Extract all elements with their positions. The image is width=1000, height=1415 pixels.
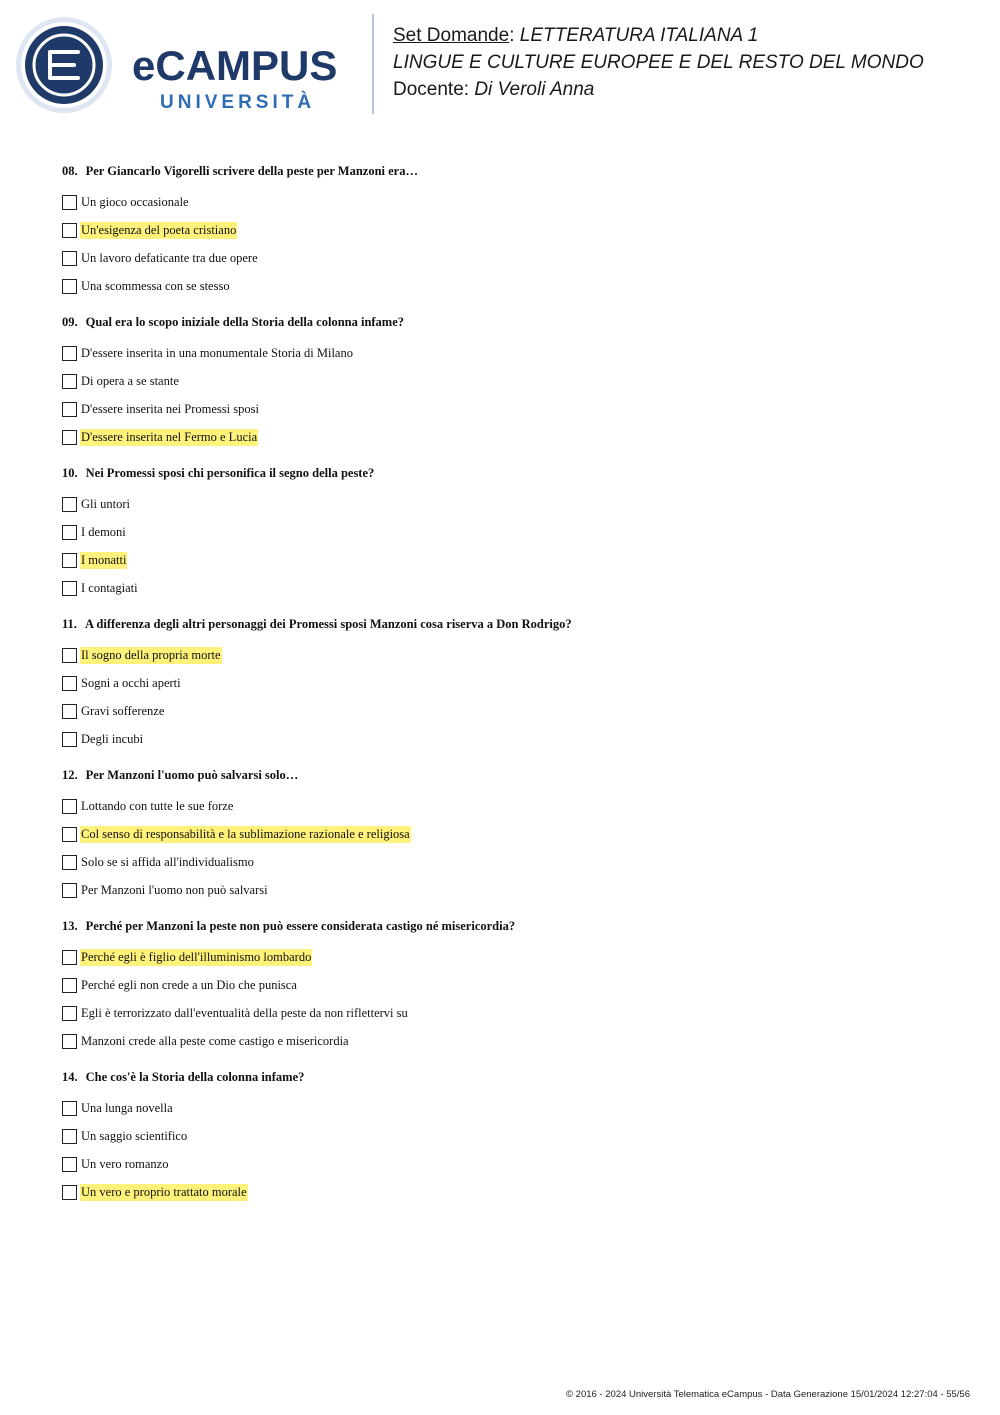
question-block	[62, 766, 962, 904]
set-separator: :	[509, 25, 520, 46]
answer-option-highlighted	[62, 1178, 962, 1206]
program-title: LINGUE E CULTURE EUROPEE E DEL RESTO DEL MONDO	[393, 52, 924, 73]
checkbox-icon[interactable]	[62, 402, 77, 417]
answer-option	[62, 1027, 962, 1055]
answer-option	[62, 1150, 962, 1178]
answer-option	[62, 848, 962, 876]
question-number: 09.	[62, 315, 78, 329]
answer-text: Una scommessa con se stesso	[81, 278, 230, 293]
question-number: 10.	[62, 466, 78, 480]
answer-text: I contagiati	[81, 580, 138, 595]
header-info	[393, 22, 924, 103]
answer-text: Degli incubi	[81, 731, 144, 746]
answer-text: D'essere inserita in una monumentale Storia di Milano	[81, 345, 353, 360]
answer-text: Un lavoro defaticante tra due opere	[81, 250, 258, 265]
question-list	[62, 162, 962, 1219]
checkbox-icon[interactable]	[62, 704, 77, 719]
answer-text: Un'esigenza del poeta cristiano	[81, 222, 237, 237]
checkbox-icon[interactable]	[62, 648, 77, 663]
course-title: LETTERATURA ITALIANA 1	[519, 25, 759, 46]
answer-option	[62, 1094, 962, 1122]
checkbox-icon[interactable]	[62, 799, 77, 814]
answer-text: Una lunga novella	[81, 1100, 173, 1115]
question-text: Per Manzoni l'uomo può salvarsi solo…	[85, 768, 299, 782]
answer-text: Gli untori	[81, 496, 130, 511]
question-block	[62, 917, 962, 1055]
question-number: 12.	[62, 768, 78, 782]
answer-text: Egli è terrorizzato dall'eventualità della peste da non riflettervi su	[81, 1005, 408, 1020]
header-divider	[372, 14, 374, 114]
checkbox-icon[interactable]	[62, 827, 77, 842]
answer-text: Per Manzoni l'uomo non può salvarsi	[81, 882, 268, 897]
question-text: Che cos'è la Storia della colonna infame?	[85, 1070, 305, 1084]
answer-text: I monatti	[81, 552, 127, 567]
answer-option-highlighted	[62, 641, 962, 669]
answer-option	[62, 1122, 962, 1150]
answer-option	[62, 244, 962, 272]
checkbox-icon[interactable]	[62, 553, 77, 568]
checkbox-icon[interactable]	[62, 1101, 77, 1116]
answer-text: Col senso di responsabilità e la sublimazione razionale e religiosa	[81, 826, 410, 841]
question-title	[62, 917, 962, 935]
checkbox-icon[interactable]	[62, 1129, 77, 1144]
answer-text: Di opera a se stante	[81, 373, 179, 388]
checkbox-icon[interactable]	[62, 676, 77, 691]
answer-option-highlighted	[62, 423, 962, 451]
answer-option	[62, 339, 962, 367]
checkbox-icon[interactable]	[62, 1157, 77, 1172]
answer-text: Un vero e proprio trattato morale	[81, 1184, 247, 1199]
answer-text: Il sogno della propria morte	[81, 647, 221, 662]
answer-option-highlighted	[62, 546, 962, 574]
question-title	[62, 615, 962, 633]
answer-text: Perché egli è figlio dell'illuminismo lombardo	[81, 949, 312, 964]
checkbox-icon[interactable]	[62, 950, 77, 965]
set-label: Set Domande	[393, 25, 510, 46]
ecampus-logo	[14, 16, 354, 116]
checkbox-icon[interactable]	[62, 251, 77, 266]
question-number: 14.	[62, 1070, 78, 1084]
question-number: 11.	[62, 617, 77, 631]
question-title	[62, 1068, 962, 1086]
teacher-label: Docente:	[393, 79, 475, 100]
question-text: A differenza degli altri personaggi dei Promessi sposi Manzoni cosa riserva a Don Rodrigo?	[84, 617, 572, 631]
answer-text: I demoni	[81, 524, 126, 539]
answer-option	[62, 188, 962, 216]
checkbox-icon[interactable]	[62, 497, 77, 512]
answer-option	[62, 395, 962, 423]
answer-option	[62, 697, 962, 725]
checkbox-icon[interactable]	[62, 195, 77, 210]
question-block	[62, 313, 962, 451]
logo-subtitle: UNIVERSITÀ	[160, 92, 316, 113]
answer-text: Lottando con tutte le sue forze	[81, 798, 234, 813]
question-text: Per Giancarlo Vigorelli scrivere della peste per Manzoni era…	[85, 164, 418, 178]
page-header	[0, 0, 1000, 130]
answer-option	[62, 999, 962, 1027]
checkbox-icon[interactable]	[62, 525, 77, 540]
question-title	[62, 464, 962, 482]
answer-option	[62, 971, 962, 999]
answer-option-highlighted	[62, 216, 962, 244]
answer-option	[62, 272, 962, 300]
answer-option	[62, 792, 962, 820]
answer-option-highlighted	[62, 820, 962, 848]
question-text: Qual era lo scopo iniziale della Storia della colonna infame?	[85, 315, 405, 329]
checkbox-icon[interactable]	[62, 279, 77, 294]
question-block	[62, 162, 962, 300]
answer-text: Un gioco occasionale	[81, 194, 189, 209]
answer-option	[62, 574, 962, 602]
answer-text: Gravi sofferenze	[81, 703, 165, 718]
checkbox-icon[interactable]	[62, 430, 77, 445]
checkbox-icon[interactable]	[62, 346, 77, 361]
answer-text: Sogni a occhi aperti	[81, 675, 181, 690]
teacher-line	[393, 76, 924, 103]
answer-text: Un saggio scientifico	[81, 1128, 188, 1143]
question-title	[62, 162, 962, 180]
checkbox-icon[interactable]	[62, 732, 77, 747]
answer-option	[62, 518, 962, 546]
checkbox-icon[interactable]	[62, 978, 77, 993]
question-number: 08.	[62, 164, 78, 178]
answer-option	[62, 876, 962, 904]
answer-option	[62, 490, 962, 518]
answer-text: Manzoni crede alla peste come castigo e misericordia	[81, 1033, 349, 1048]
teacher-name: Di Veroli Anna	[474, 79, 595, 100]
question-title	[62, 766, 962, 784]
question-text: Nei Promessi sposi chi personifica il segno della peste?	[85, 466, 375, 480]
logo-graphic	[14, 16, 354, 116]
checkbox-icon[interactable]	[62, 223, 77, 238]
course-line	[393, 22, 924, 49]
answer-text: D'essere inserita nei Promessi sposi	[81, 401, 259, 416]
checkbox-icon[interactable]	[62, 883, 77, 898]
checkbox-icon[interactable]	[62, 581, 77, 596]
question-block	[62, 464, 962, 602]
question-block	[62, 1068, 962, 1206]
logo-wordmark: eCAMPUS	[132, 42, 338, 89]
answer-text: Un vero romanzo	[81, 1156, 169, 1171]
question-title	[62, 313, 962, 331]
answer-text: Solo se si affida all'individualismo	[81, 854, 254, 869]
checkbox-icon[interactable]	[62, 1034, 77, 1049]
checkbox-icon[interactable]	[62, 1006, 77, 1021]
program-line	[393, 49, 924, 76]
question-text: Perché per Manzoni la peste non può essere considerata castigo né misericordia?	[85, 919, 516, 933]
answer-option-highlighted	[62, 943, 962, 971]
checkbox-icon[interactable]	[62, 855, 77, 870]
answer-text: Perché egli non crede a un Dio che punisca	[81, 977, 297, 992]
answer-option	[62, 669, 962, 697]
answer-option	[62, 367, 962, 395]
answer-text: D'essere inserita nel Fermo e Lucia	[81, 429, 258, 444]
answer-option	[62, 725, 962, 753]
checkbox-icon[interactable]	[62, 1185, 77, 1200]
page-footer: © 2016 - 2024 Università Telematica eCampus - Data Generazione 15/01/2024 12:27:04 - 55/56	[566, 1389, 970, 1400]
checkbox-icon[interactable]	[62, 374, 77, 389]
question-number: 13.	[62, 919, 78, 933]
question-block	[62, 615, 962, 753]
